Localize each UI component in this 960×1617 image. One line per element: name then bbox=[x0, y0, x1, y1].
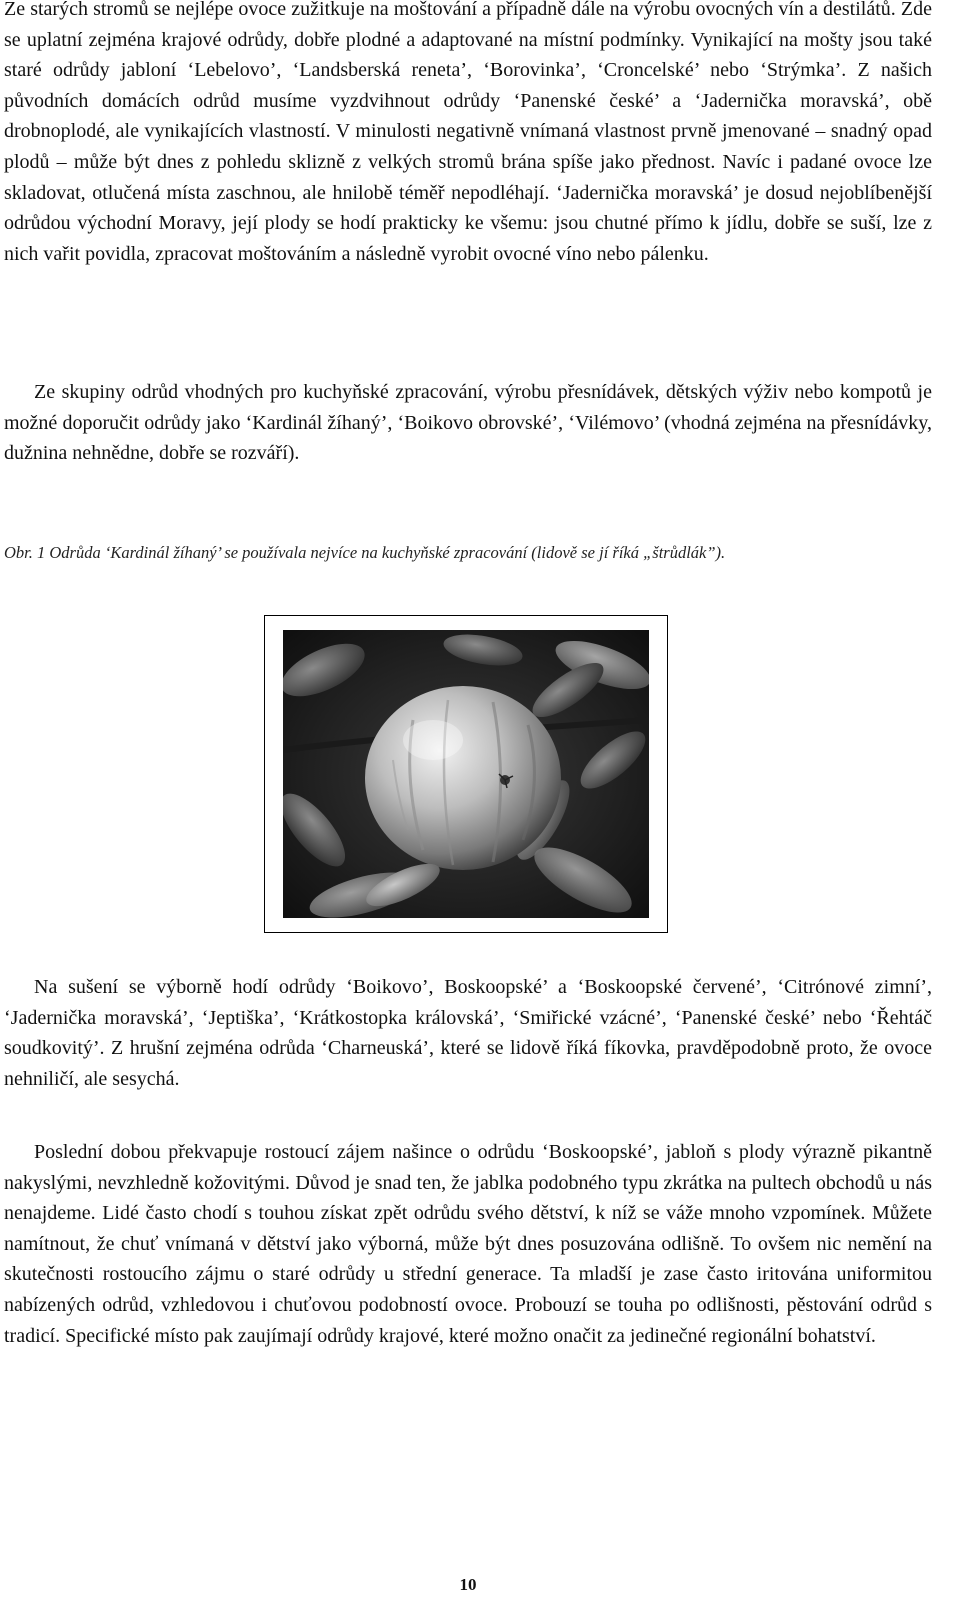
figure-frame bbox=[264, 615, 668, 933]
page-number: 10 bbox=[459, 1575, 477, 1594]
paragraph-kitchen-varieties: Ze skupiny odrůd vhodných pro kuchyňské zpracování, výrobu přesnídávek, dětských výživ nebo kompotů je možné doporučit odrůdy jako ‘Kardinál žíhaný’, ‘Boikovo obrovské’, ‘Vilémovo’ (vhodná zejména na přesnídávky, dužnina nehnědne, dobře se rozváří). bbox=[4, 381, 932, 465]
paragraph-drying-varieties: Na sušení se výborně hodí odrůdy ‘Boikovo’, Boskoopské’ a ‘Boskoopské červené’, ‘Citrónové zimní’, ‘Jadernička moravská’, ‘Jeptiška’, ‘Krátkostopka královská’, ‘Smiřické vzácné’, ‘Panenské české’ nebo ‘Řehtáč soudkovitý’. Z hrušní zejména odrůda ‘Charneuská’, které se lidově říká fíkovka, pravděpodobně proto, že ovoce nehniličí, ale sesychá. bbox=[4, 976, 932, 1090]
apple-photo bbox=[283, 630, 649, 918]
figure-caption: Obr. 1 Odrůda ‘Kardinál žíhaný’ se používala nejvíce na kuchyňské zpracování (lidově se jí říká „štrůdlák”). bbox=[4, 543, 726, 562]
paragraph-cider-varieties: Ze starých stromů se nejlépe ovoce zužitkuje na moštování a případně dále na výrobu ovocných vín a destilátů. Zde se uplatní zejména krajové odrůdy, dobře plodné a adaptované na místní podmínky. Vynikající na mošty jsou také staré odrůdy jabloní ‘Lebelovo’, ‘Landsberská reneta’, ‘Borovinka’, ‘Croncelské’ nebo ‘Strýmka’. Z našich původních domácích odrůd musíme vyzdvihnout odrůdy ‘Panenské české’ a ‘Jadernička moravská’, obě drobnoplodé, ale vynikajících vlastností. V minulosti negativně vnímaná vlastnost prvně jmenované – snadný opad plodů – může být dnes z pohledu sklizně z velkých stromů brána spíše jako přednost. Navíc i padané ovoce lze skladovat, otlučená místa zaschnou, ale hnilobě téměř nepodléhají. ‘Jadernička moravská’ je dosud nejoblíbenější odrůdou východní Moravy, její plody se hodí prakticky ke všemu: jsou chutné přímo k jídlu, dobře se suší, lze z nich vařit povidla, zpracovat moštováním a následně vyrobit ovocné víno nebo pálenku. bbox=[4, 0, 932, 265]
paragraph-boskoop-interest: Poslední dobou překvapuje rostoucí zájem našince o odrůdu ‘Boskoopské’, jabloň s plody výrazně pikantně nakyslými, nevzhledně kožovitými. Důvod je snad ten, že jablka podobného typu zkrátka na pultech obchodů u nás nenajdeme. Lidé často chodí s touhou získat zpět odrůdu svého dětství, k níž se váže mnoho vzpomínek. Můžete namítnout, že chuť vnímaná v dětství jako výborná, může být dnes posuzována odlišně. To ovšem nic nemění na skutečnosti rostoucího zájmu o staré odrůdy u střední generace. Ta mladší je zase často iritována uniformitou nabízených odrůd, vzhledovou i chuťovou podobností ovoce. Probouzí se touha po odlišnosti, pěstování odrůd s tradicí. Specifické místo pak zaujímají odrůdy krajové, které možno onačit za jedinečné regionální bohatství. bbox=[4, 1141, 932, 1347]
